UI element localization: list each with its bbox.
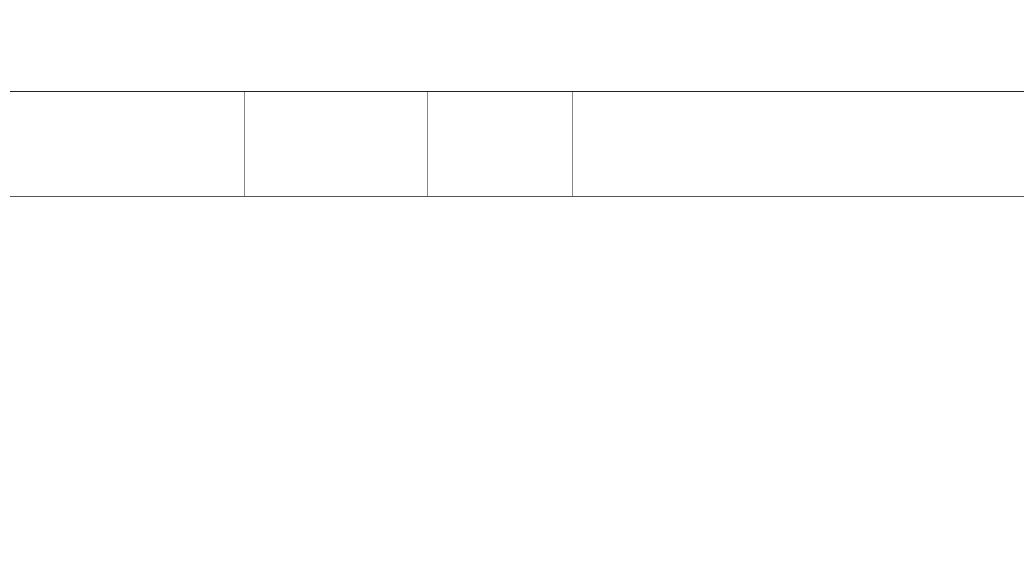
header-divider-1 [244, 92, 245, 196]
header-divider-2 [427, 92, 428, 196]
header-divider-3 [572, 92, 573, 196]
header-bottom-rule [10, 196, 1024, 197]
table-top-rule [10, 91, 1024, 92]
